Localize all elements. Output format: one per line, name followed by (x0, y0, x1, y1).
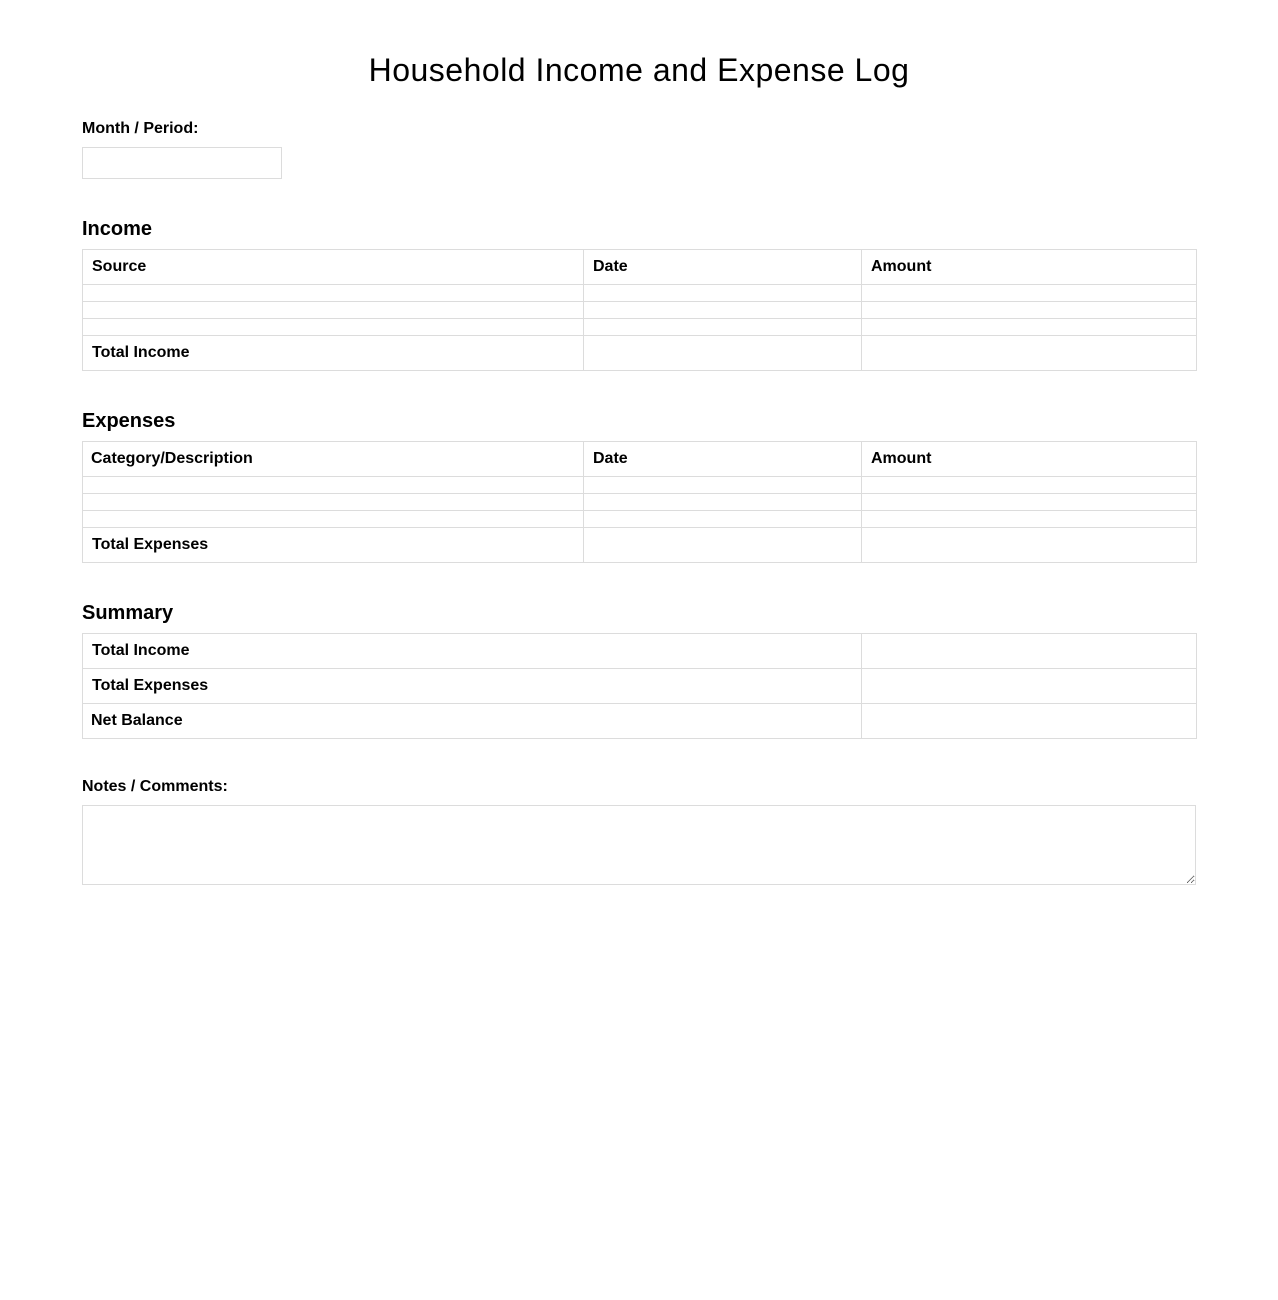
period-input[interactable] (82, 147, 282, 179)
column-header-source: Source (83, 250, 584, 285)
expense-amount-cell[interactable] (862, 477, 1197, 494)
summary-row-total-income (83, 634, 1197, 669)
expense-row (83, 511, 1197, 528)
expense-date-cell[interactable] (584, 511, 862, 528)
column-header-date: Date (584, 250, 862, 285)
summary-heading: Summary (82, 602, 174, 624)
total-income-date-cell[interactable] (584, 336, 862, 371)
income-heading: Income (82, 218, 153, 240)
income-row (83, 285, 1197, 302)
expenses-table (82, 441, 1197, 563)
expense-date-cell[interactable] (584, 477, 862, 494)
income-total-row (83, 336, 1197, 371)
income-amount-cell[interactable] (862, 285, 1197, 302)
income-source-cell[interactable] (83, 285, 584, 302)
summary-row-total-expenses (83, 669, 1197, 704)
income-amount-cell[interactable] (862, 319, 1197, 336)
total-expenses-label: Total Expenses (83, 528, 584, 563)
income-date-cell[interactable] (584, 285, 862, 302)
summary-total-income-value[interactable] (862, 634, 1197, 669)
expense-category-cell[interactable] (83, 477, 584, 494)
income-date-cell[interactable] (584, 319, 862, 336)
page-title: Household Income and Expense Log (368, 52, 910, 88)
expense-date-cell[interactable] (584, 494, 862, 511)
summary-total-expenses-value[interactable] (862, 669, 1197, 704)
expenses-header-row (83, 442, 1197, 477)
notes-textarea[interactable] (82, 805, 1196, 885)
income-amount-cell[interactable] (862, 302, 1197, 319)
income-table (82, 249, 1197, 371)
income-header-row (83, 250, 1197, 285)
expense-category-cell[interactable] (83, 511, 584, 528)
expense-row (83, 477, 1197, 494)
column-header-date: Date (584, 442, 862, 477)
expense-amount-cell[interactable] (862, 511, 1197, 528)
expense-row (83, 494, 1197, 511)
total-expenses-amount-cell[interactable] (862, 528, 1197, 563)
income-source-cell[interactable] (83, 302, 584, 319)
summary-net-balance-label: Net Balance (83, 704, 862, 739)
income-row (83, 302, 1197, 319)
column-header-amount: Amount (862, 250, 1197, 285)
summary-total-income-label: Total Income (83, 634, 862, 669)
summary-total-expenses-label: Total Expenses (83, 669, 862, 704)
expense-category-cell[interactable] (83, 494, 584, 511)
notes-label: Notes / Comments: (82, 778, 228, 795)
summary-net-balance-value[interactable] (862, 704, 1197, 739)
total-expenses-date-cell[interactable] (584, 528, 862, 563)
expense-amount-cell[interactable] (862, 494, 1197, 511)
income-source-cell[interactable] (83, 319, 584, 336)
period-label: Month / Period: (82, 120, 199, 137)
column-header-category: Category/Description (83, 442, 584, 477)
income-date-cell[interactable] (584, 302, 862, 319)
income-row (83, 319, 1197, 336)
summary-table (82, 633, 1197, 739)
summary-row-net-balance (83, 704, 1197, 739)
expenses-heading: Expenses (82, 410, 176, 432)
column-header-amount: Amount (862, 442, 1197, 477)
expenses-total-row (83, 528, 1197, 563)
total-income-label: Total Income (83, 336, 584, 371)
total-income-amount-cell[interactable] (862, 336, 1197, 371)
